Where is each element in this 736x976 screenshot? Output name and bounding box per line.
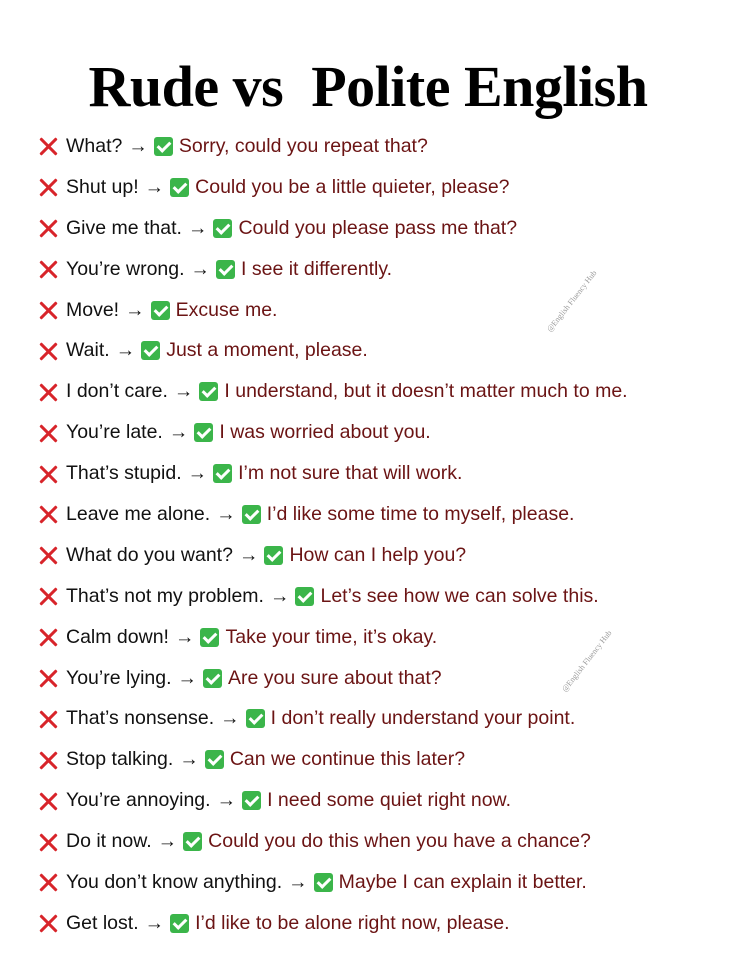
cross-mark-icon bbox=[38, 668, 58, 688]
cross-mark-icon bbox=[38, 545, 58, 565]
cross-mark-icon bbox=[38, 709, 58, 729]
right-arrow-icon: → bbox=[190, 257, 211, 280]
right-arrow-icon: → bbox=[168, 421, 189, 444]
cross-mark-icon bbox=[38, 586, 58, 606]
rude-phrase: That’s not my problem. bbox=[66, 584, 264, 607]
check-mark-icon bbox=[203, 669, 222, 688]
right-arrow-icon: → bbox=[157, 830, 178, 853]
check-mark-icon bbox=[242, 791, 261, 810]
page-title: Rude vs Polite English bbox=[88, 54, 648, 119]
phrase-row bbox=[38, 167, 728, 208]
rude-phrase: You’re annoying. bbox=[66, 789, 211, 812]
rude-phrase: Leave me alone. bbox=[66, 502, 211, 525]
polite-phrase: I’d like some time to myself, please. bbox=[266, 502, 575, 525]
phrase-row bbox=[38, 535, 728, 576]
cross-mark-icon bbox=[38, 791, 58, 811]
cross-mark-icon bbox=[38, 300, 58, 320]
right-arrow-icon: → bbox=[216, 502, 236, 525]
polite-phrase: I’m not sure that will work. bbox=[238, 462, 463, 485]
phrase-row bbox=[38, 290, 728, 331]
rude-phrase: I don’t care. bbox=[66, 380, 168, 403]
phrase-row bbox=[38, 249, 728, 290]
cross-mark-icon bbox=[38, 872, 58, 892]
check-mark-icon bbox=[170, 914, 189, 933]
polite-phrase: Could you do this when you have a chance? bbox=[208, 830, 591, 853]
rude-phrase: Get lost. bbox=[66, 911, 139, 934]
polite-phrase: I’d like to be alone right now, please. bbox=[195, 911, 510, 934]
check-mark-icon bbox=[216, 260, 235, 279]
rude-phrase: Give me that. bbox=[66, 216, 182, 239]
check-mark-icon bbox=[295, 587, 314, 606]
polite-phrase: Maybe I can explain it better. bbox=[338, 870, 587, 893]
phrase-row bbox=[38, 412, 728, 453]
right-arrow-icon: → bbox=[173, 380, 194, 403]
phrase-list bbox=[38, 126, 728, 944]
cross-mark-icon bbox=[38, 913, 58, 933]
check-mark-icon bbox=[183, 832, 202, 851]
check-mark-icon bbox=[205, 750, 224, 769]
check-mark-icon bbox=[314, 873, 333, 892]
polite-phrase: How can I help you? bbox=[289, 543, 467, 566]
check-mark-icon bbox=[213, 219, 232, 238]
phrase-row bbox=[38, 576, 728, 617]
polite-phrase: I see it differently. bbox=[241, 257, 393, 280]
check-mark-icon bbox=[151, 301, 170, 320]
phrase-row bbox=[38, 371, 728, 412]
cross-mark-icon bbox=[38, 423, 58, 443]
cross-mark-icon bbox=[38, 341, 58, 361]
check-mark-icon bbox=[154, 137, 173, 156]
check-mark-icon bbox=[194, 423, 213, 442]
phrase-row bbox=[38, 126, 728, 167]
check-mark-icon bbox=[200, 628, 219, 647]
rude-phrase: Wait. bbox=[66, 339, 110, 362]
phrase-row bbox=[38, 780, 728, 821]
phrase-row bbox=[38, 821, 728, 862]
cross-mark-icon bbox=[38, 832, 58, 852]
rude-phrase: Do it now. bbox=[66, 830, 152, 853]
check-mark-icon bbox=[199, 382, 218, 401]
phrase-row bbox=[38, 208, 728, 249]
rude-phrase: What? bbox=[66, 134, 123, 157]
phrase-row bbox=[38, 453, 728, 494]
cross-mark-icon bbox=[38, 627, 58, 647]
polite-phrase: I don’t really understand your point. bbox=[270, 707, 576, 730]
phrase-row bbox=[38, 617, 728, 658]
rude-phrase: Shut up! bbox=[66, 175, 139, 198]
rude-phrase: Calm down! bbox=[66, 625, 169, 648]
right-arrow-icon: → bbox=[220, 707, 240, 730]
phrase-row bbox=[38, 739, 728, 780]
check-mark-icon bbox=[246, 709, 265, 728]
polite-phrase: Sorry, could you repeat that? bbox=[178, 134, 428, 157]
rude-phrase: Stop talking. bbox=[66, 748, 174, 771]
right-arrow-icon: → bbox=[177, 666, 198, 689]
right-arrow-icon: → bbox=[269, 584, 290, 607]
rude-phrase: You’re late. bbox=[66, 421, 163, 444]
check-mark-icon bbox=[242, 505, 261, 524]
polite-phrase: Take your time, it’s okay. bbox=[225, 625, 438, 648]
cross-mark-icon bbox=[38, 504, 58, 524]
watermark: @English Fluency Hub bbox=[545, 268, 599, 334]
right-arrow-icon: → bbox=[288, 870, 308, 893]
right-arrow-icon: → bbox=[216, 789, 237, 812]
watermark: @English Fluency Hub bbox=[560, 628, 614, 694]
polite-phrase: Just a moment, please. bbox=[166, 339, 368, 362]
rude-phrase: You’re wrong. bbox=[66, 257, 185, 280]
phrase-row bbox=[38, 330, 728, 371]
phrase-row bbox=[38, 903, 728, 944]
rude-phrase: What do you want? bbox=[66, 543, 233, 566]
cross-mark-icon bbox=[38, 218, 58, 238]
phrase-row bbox=[38, 494, 728, 535]
right-arrow-icon: → bbox=[128, 134, 148, 157]
polite-phrase: Could you please pass me that? bbox=[238, 216, 518, 239]
rude-phrase: You don’t know anything. bbox=[66, 870, 283, 893]
right-arrow-icon: → bbox=[144, 175, 165, 198]
rude-phrase: That’s nonsense. bbox=[66, 707, 215, 730]
phrase-row bbox=[38, 862, 728, 903]
check-mark-icon bbox=[170, 178, 189, 197]
check-mark-icon bbox=[264, 546, 283, 565]
right-arrow-icon: → bbox=[174, 625, 195, 648]
right-arrow-icon: → bbox=[238, 543, 259, 566]
polite-phrase: Are you sure about that? bbox=[228, 666, 442, 689]
cross-mark-icon bbox=[38, 136, 58, 156]
check-mark-icon bbox=[213, 464, 232, 483]
polite-phrase: I was worried about you. bbox=[219, 421, 431, 444]
right-arrow-icon: → bbox=[179, 748, 199, 771]
cross-mark-icon bbox=[38, 464, 58, 484]
cross-mark-icon bbox=[38, 177, 58, 197]
phrase-row bbox=[38, 658, 728, 699]
rude-phrase: Move! bbox=[66, 298, 120, 321]
polite-phrase: Let’s see how we can solve this. bbox=[320, 584, 599, 607]
cross-mark-icon bbox=[38, 382, 58, 402]
right-arrow-icon: → bbox=[125, 298, 145, 321]
polite-phrase: I need some quiet right now. bbox=[267, 789, 511, 812]
rude-phrase: You’re lying. bbox=[66, 666, 172, 689]
polite-phrase: I understand, but it doesn’t matter much to me. bbox=[224, 380, 628, 403]
rude-phrase: That’s stupid. bbox=[66, 462, 182, 485]
check-mark-icon bbox=[141, 341, 160, 360]
phrase-row bbox=[38, 698, 728, 739]
polite-phrase: Excuse me. bbox=[175, 298, 278, 321]
cross-mark-icon bbox=[38, 259, 58, 279]
right-arrow-icon: → bbox=[187, 216, 208, 239]
right-arrow-icon: → bbox=[187, 462, 208, 485]
cross-mark-icon bbox=[38, 750, 58, 770]
polite-phrase: Can we continue this later? bbox=[229, 748, 466, 771]
right-arrow-icon: → bbox=[115, 339, 136, 362]
right-arrow-icon: → bbox=[144, 911, 165, 934]
polite-phrase: Could you be a little quieter, please? bbox=[195, 175, 510, 198]
